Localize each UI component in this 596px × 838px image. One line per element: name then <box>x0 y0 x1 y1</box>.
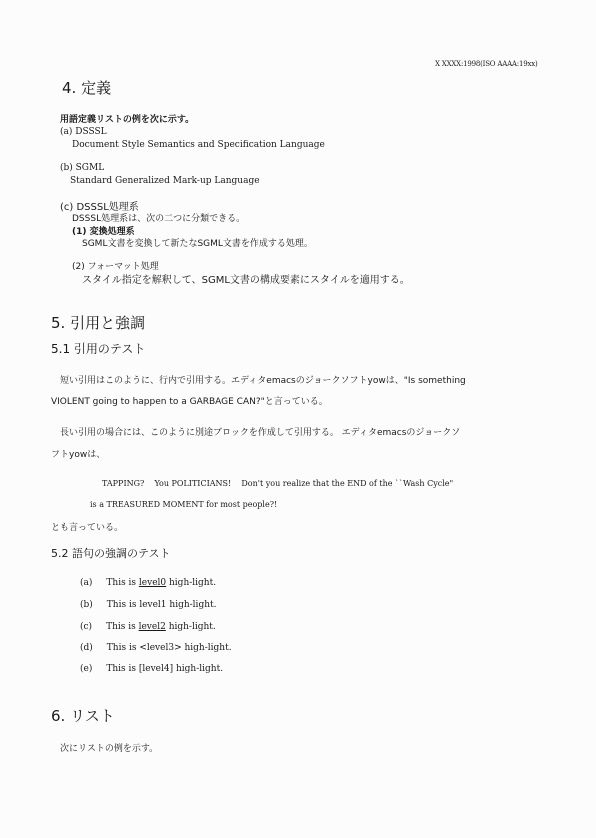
para-short-quote-line1: 短い引用はこのように、行内で引用する。エディタemacsのジョークソフトyowは、"Is something <box>60 376 466 386</box>
subdef-desc-2: スタイル指定を解釈して、SGML文書の構成要素にスタイルを適用する。 <box>82 275 410 286</box>
emph-pre: This is <box>106 664 139 674</box>
section-5-title: 5. 引用と強調 <box>51 314 146 332</box>
emph-word: level0 <box>138 578 167 588</box>
def-desc-a: Document Style Semantics and Specification Language <box>72 140 325 150</box>
subdef-term-2: (2) フォーマット処理 <box>72 262 159 272</box>
para-long-quote-line2: フトyowは、 <box>51 450 106 460</box>
emph-label: (d) <box>80 643 93 653</box>
emph-post: high-light. <box>166 600 217 610</box>
emph-word: <level3> <box>139 643 182 653</box>
emph-label: (c) <box>80 622 93 632</box>
def-desc-b: Standard Generalized Mark-up Language <box>70 176 260 186</box>
block-quote-line1: TAPPING? You POLITICIANS! Don't you realize that the END of the ``Wash Cycle" <box>102 479 454 488</box>
subdef-desc-1: SGML文書を変換して新たなSGML文書を作成する処理。 <box>82 239 313 249</box>
para-long-quote-line1: 長い引用の場合には、このように別途ブロックを作成して引用する。 エディタemacsのジョークソ <box>60 428 461 438</box>
emph-item-e <box>80 664 223 674</box>
emph-word: level1 <box>139 600 167 610</box>
emph-label: (b) <box>80 600 93 610</box>
para-short-quote-line2: VIOLENT going to happen to a GARBAGE CAN?"と言っている。 <box>51 397 328 407</box>
emph-item-a <box>80 578 216 588</box>
emph-word: level2 <box>138 622 166 632</box>
emph-post: high-light. <box>165 622 216 632</box>
emph-item-d <box>80 643 232 653</box>
def-term-c: (c) DSSSL処理系 <box>60 202 139 213</box>
emph-post: high-light. <box>181 643 232 653</box>
emph-pre: This is <box>106 600 140 610</box>
emph-label: (a) <box>80 578 93 588</box>
def-term-a: (a) DSSSL <box>60 127 107 137</box>
emph-item-c <box>80 622 216 632</box>
emph-pre: This is <box>106 643 140 653</box>
section-6-intro: 次にリストの例を示す。 <box>60 744 159 754</box>
emph-word: [level4] <box>138 664 174 674</box>
subdef-term-1: (1) 変換処理系 <box>72 227 135 237</box>
section-5-2-title: 5.2 語句の強調のテスト <box>51 547 171 560</box>
section-6-title: 6. リスト <box>51 707 115 725</box>
section-4-title: 4. 定義 <box>62 79 112 97</box>
document-code: X XXXX:1998(ISO AAAA:19xx) <box>435 60 538 68</box>
def-term-b: (b) SGML <box>60 163 105 173</box>
para-long-quote-end: とも言っている。 <box>51 523 124 533</box>
emph-post: high-light. <box>173 664 224 674</box>
emph-item-b <box>80 600 216 610</box>
emph-label: (e) <box>80 664 93 674</box>
emph-pre: This is <box>106 578 139 588</box>
section-4-intro: 用語定義リストの例を次に示す。 <box>60 115 195 125</box>
def-desc-c: DSSSL処理系は、次の二つに分類できる。 <box>72 214 246 224</box>
emph-post: high-light. <box>166 578 217 588</box>
block-quote-line2: is a TREASURED MOMENT for most people?! <box>90 500 278 509</box>
emph-pre: This is <box>106 622 139 632</box>
section-5-1-title: 5.1 引用のテスト <box>51 342 146 356</box>
